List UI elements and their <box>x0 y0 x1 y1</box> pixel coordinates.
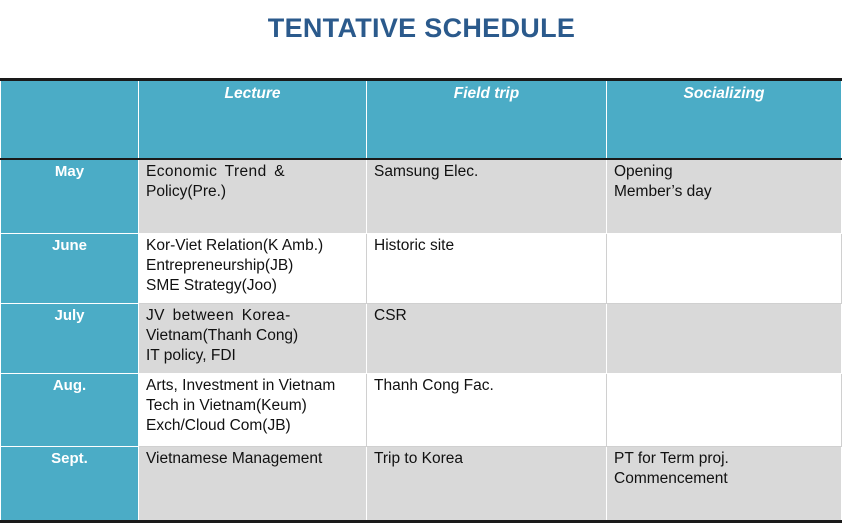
lecture-cell <box>139 446 367 521</box>
month-cell: Aug. <box>1 373 139 446</box>
cell-line: JV between Korea- <box>146 306 291 324</box>
column-header-field-trip: Field trip <box>367 80 607 160</box>
cell-line: Policy(Pre.) <box>146 183 227 200</box>
socializing-cell <box>607 233 842 303</box>
lecture-cell <box>139 233 367 303</box>
month-cell: July <box>1 303 139 373</box>
socializing-cell <box>607 159 842 233</box>
cell-line: SME Strategy(Joo) <box>146 276 277 294</box>
column-header-empty <box>1 80 139 160</box>
month-cell: June <box>1 233 139 303</box>
column-header-lecture: Lecture <box>139 80 367 160</box>
cell-line: Opening <box>614 163 673 180</box>
socializing-cell <box>607 373 842 446</box>
schedule-table <box>0 78 842 523</box>
cell-line: PT for Term proj. <box>614 449 729 467</box>
socializing-cell <box>607 303 842 373</box>
cell-line: Member’s day <box>614 183 712 200</box>
cell-line: Thanh Cong Fac. <box>374 376 494 394</box>
lecture-cell <box>139 159 367 233</box>
cell-line: Samsung Elec. <box>374 163 479 180</box>
cell-line: Historic site <box>374 236 455 254</box>
socializing-cell <box>607 446 842 521</box>
table-row <box>1 303 842 373</box>
cell-line: Commencement <box>614 469 728 487</box>
cell-line: Entrepreneurship(JB) <box>146 256 294 274</box>
cell-line: Tech in Vietnam(Keum) <box>146 396 307 414</box>
cell-line: Vietnamese Management <box>146 449 323 467</box>
month-cell: May <box>1 159 139 233</box>
field-trip-cell <box>367 446 607 521</box>
cell-line: Trip to Korea <box>374 449 464 467</box>
table-row <box>1 159 842 233</box>
cell-line: CSR <box>374 306 407 324</box>
page-title: TENTATIVE SCHEDULE <box>267 13 576 43</box>
column-header-socializing: Socializing <box>607 80 842 160</box>
field-trip-cell <box>367 233 607 303</box>
lecture-cell <box>139 303 367 373</box>
table-row <box>1 233 842 303</box>
cell-line: Arts, Investment in Vietnam <box>146 376 336 394</box>
header-row <box>1 80 842 160</box>
table-row <box>1 446 842 521</box>
cell-line: Kor-Viet Relation(K Amb.) <box>146 236 324 254</box>
field-trip-cell <box>367 159 607 233</box>
lecture-cell <box>139 373 367 446</box>
cell-line: IT policy, FDI <box>146 346 236 364</box>
cell-line: Exch/Cloud Com(JB) <box>146 416 291 434</box>
field-trip-cell <box>367 303 607 373</box>
cell-line: Economic Trend & <box>146 163 286 180</box>
cell-line: Vietnam(Thanh Cong) <box>146 326 299 344</box>
field-trip-cell <box>367 373 607 446</box>
month-cell: Sept. <box>1 446 139 521</box>
table-row <box>1 373 842 446</box>
